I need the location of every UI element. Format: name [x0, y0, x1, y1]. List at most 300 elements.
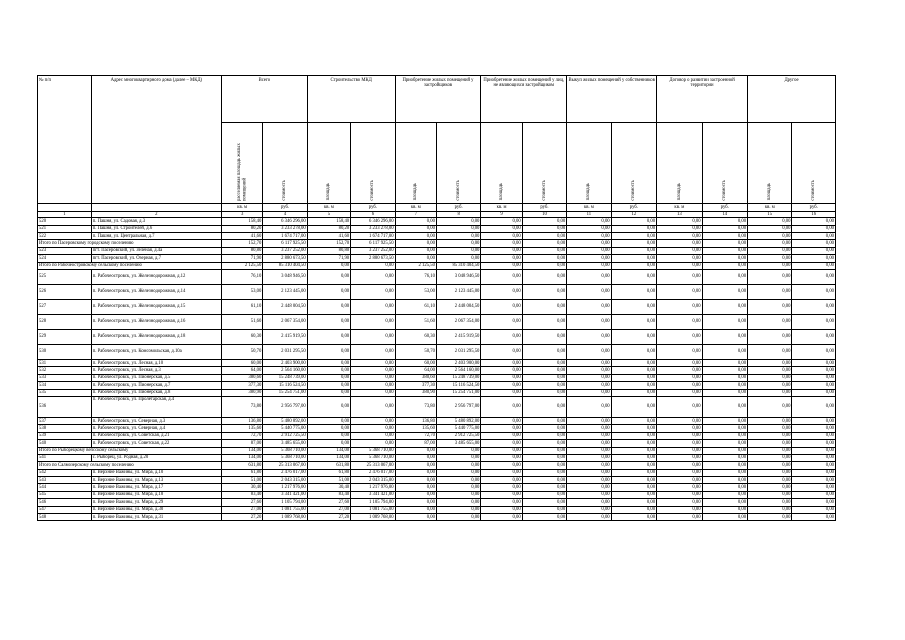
cell-value: 0,00 [748, 367, 792, 374]
table-row [38, 506, 836, 513]
cell-value: 0,00 [702, 270, 747, 285]
cell-value: 0,00 [792, 469, 836, 476]
cell-value: 15 248 739,00 [263, 374, 307, 381]
header-subcolumn-label: площадь [586, 183, 592, 201]
row-address: пгт. Пасеровский, ул. Озерная, д.7 [91, 255, 221, 262]
cell-value: 0,00 [481, 360, 522, 367]
cell-value: 0,00 [748, 447, 792, 454]
cell-value: 0,00 [351, 262, 395, 269]
cell-value: 0,00 [481, 491, 522, 498]
cell-value: 0,00 [702, 240, 747, 247]
row-address: п. Рабочеостровск, ул. Пионерская, д.7 [91, 382, 221, 389]
cell-value: 0,00 [792, 270, 836, 285]
cell-value: 0,00 [657, 389, 702, 396]
cell-value: 0,00 [748, 285, 792, 300]
header-subcolumn-label: площадь [326, 183, 332, 201]
cell-value: 80,20 [221, 225, 262, 232]
cell-value: 5 480 892,00 [263, 417, 307, 424]
cell-value: 6 117 925,50 [263, 240, 307, 247]
cell-value: 0,00 [792, 417, 836, 424]
header-units-row [38, 204, 836, 212]
cell-value: 3 237 252,00 [263, 247, 307, 254]
cell-value: 0,00 [702, 218, 747, 225]
cell-value: 0,00 [792, 484, 836, 491]
row-address: п. Рабочеостровск, ул. Лесная, д.10 [91, 360, 221, 367]
cell-value: 0,00 [657, 367, 702, 374]
cell-value: 0,00 [611, 396, 656, 417]
cell-value: 380,90 [221, 389, 262, 396]
header-subcolumn [263, 123, 307, 204]
cell-value: 0,00 [395, 462, 436, 469]
cell-value: 0,00 [481, 499, 522, 506]
header-units-blank [38, 204, 92, 212]
cell-value: 0,00 [395, 454, 436, 461]
header-unit: кв. м [307, 204, 350, 212]
cell-value: 2 067 354,00 [263, 315, 307, 330]
cell-value: 0,00 [657, 477, 702, 484]
cell-value: 0,00 [395, 484, 436, 491]
cell-value: 0,00 [792, 233, 836, 240]
cell-value: 5 440 775,00 [263, 425, 307, 432]
cell-value: 0,00 [792, 506, 836, 513]
cell-value: 2 123 445,00 [263, 285, 307, 300]
cell-value: 0,00 [702, 255, 747, 262]
subtotal-label: Итого по Рыборецкому вепсскому сельскому [38, 447, 222, 454]
cell-value: 0,00 [792, 300, 836, 315]
cell-value: 0,00 [792, 330, 836, 345]
header-column-number: 2 [91, 212, 221, 218]
cell-value: 0,00 [792, 425, 836, 432]
cell-value: 0,00 [522, 374, 566, 381]
cell-value: 0,00 [748, 345, 792, 360]
cell-value: 80,20 [307, 225, 350, 232]
row-address: п. Верхние Важины, ул. Мира, д.17 [91, 484, 221, 491]
cell-value: 0,00 [702, 514, 747, 521]
cell-value: 51,60 [395, 315, 436, 330]
cell-value: 0,00 [657, 300, 702, 315]
header-unit: руб. [522, 204, 566, 212]
cell-value: 15 116 524,50 [263, 382, 307, 389]
subtotal-label: Итого по Рабочеостровскому сельскому поселению [38, 262, 222, 269]
cell-value: 0,00 [395, 225, 436, 232]
cell-value: 0,00 [351, 440, 395, 447]
row-address: п. Верхние Важины, ул. Мира, д.10 [91, 469, 221, 476]
cell-value: 0,00 [748, 389, 792, 396]
header-subcolumn-label: стоимость [370, 180, 376, 201]
cell-value: 51,00 [307, 477, 350, 484]
cell-value: 0,00 [351, 300, 395, 315]
cell-value: 0,00 [522, 233, 566, 240]
row-number: 537 [38, 417, 92, 424]
cell-value: 2 448 004,50 [263, 300, 307, 315]
cell-value: 0,00 [307, 382, 350, 389]
table-subtotal-row [38, 447, 836, 454]
row-address: п. Рабочеостровск, ул. Советская, д.21 [91, 432, 221, 439]
cell-value: 0,00 [307, 330, 350, 345]
cell-value: 0,00 [611, 255, 656, 262]
table-row [38, 484, 836, 491]
row-number: 548 [38, 514, 92, 521]
cell-value: 0,00 [395, 469, 436, 476]
table-row [38, 491, 836, 498]
header-group-non-developer-purchase: Приобретение жилых помещений у лиц, не являющихся застройщиком [481, 76, 567, 123]
cell-value: 5 440 775,00 [436, 425, 480, 432]
cell-value: 71,90 [307, 255, 350, 262]
header-unit: кв. м [567, 204, 611, 212]
header-subcolumn-label: стоимость [811, 180, 817, 201]
cell-value: 0,00 [657, 440, 702, 447]
header-unit: кв. м [221, 204, 262, 212]
cell-value: 377,30 [221, 382, 262, 389]
cell-value: 0,00 [611, 447, 656, 454]
header-unit: руб. [263, 204, 307, 212]
cell-value: 0,00 [702, 425, 747, 432]
header-column-number: 16 [792, 212, 836, 218]
cell-value: 0,00 [748, 247, 792, 254]
cell-value: 0,00 [481, 447, 522, 454]
cell-value: 0,00 [481, 255, 522, 262]
cell-value: 0,00 [657, 499, 702, 506]
cell-value: 0,00 [481, 484, 522, 491]
table-row [38, 345, 836, 360]
cell-value: 0,00 [481, 285, 522, 300]
cell-value: 0,00 [748, 491, 792, 498]
cell-value: 0,00 [522, 330, 566, 345]
cell-value: 158,40 [307, 218, 350, 225]
resettlement-table [37, 75, 836, 521]
cell-value: 3 237 252,00 [351, 247, 395, 254]
cell-value: 0,00 [657, 396, 702, 417]
table-row [38, 285, 836, 300]
cell-value: 0,00 [792, 491, 836, 498]
cell-value: 2 476 017,00 [263, 469, 307, 476]
cell-value: 0,00 [522, 491, 566, 498]
cell-value: 2 067 354,00 [436, 315, 480, 330]
cell-value: 6 346 296,00 [263, 218, 307, 225]
cell-value: 0,00 [702, 367, 747, 374]
cell-value: 0,00 [792, 262, 836, 269]
row-address: п. Верхние Важины, ул. Мира, д.30 [91, 506, 221, 513]
header-subcolumn-label: стоимость [631, 180, 637, 201]
cell-value: 5 368 710,00 [263, 454, 307, 461]
header-subcolumn-label: площадь [767, 183, 773, 201]
cell-value: 0,00 [567, 432, 611, 439]
row-number: 539 [38, 432, 92, 439]
header-subcolumn [395, 123, 436, 204]
header-column-number: 4 [263, 212, 307, 218]
cell-value: 73,80 [395, 396, 436, 417]
table-row [38, 218, 836, 225]
cell-value: 0,00 [351, 285, 395, 300]
row-number: 536 [38, 396, 92, 417]
cell-value: 0,00 [395, 514, 436, 521]
table-header [38, 76, 836, 218]
row-address: п. Пашня, ул. Садовая, д.3 [91, 218, 221, 225]
row-number: 532 [38, 367, 92, 374]
cell-value: 0,00 [702, 389, 747, 396]
row-address: п. Рабочеостровск, ул. Пролетарская, д.4 [91, 396, 221, 417]
header-subcolumn-label: стоимость [282, 180, 288, 201]
cell-value: 0,00 [702, 345, 747, 360]
cell-value: 0,00 [436, 247, 480, 254]
subtotal-label: Итого по Пасеровскому городскому поселению [38, 240, 222, 247]
table-row [38, 233, 836, 240]
cell-value: 0,00 [792, 454, 836, 461]
cell-value: 0,00 [567, 225, 611, 232]
cell-value: 0,00 [522, 345, 566, 360]
cell-value: 2 403 900,00 [263, 360, 307, 367]
table-row [38, 469, 836, 476]
cell-value: 3 048 946,50 [436, 270, 480, 285]
cell-value: 0,00 [395, 447, 436, 454]
cell-value: 0,00 [748, 255, 792, 262]
cell-value: 0,00 [307, 345, 350, 360]
cell-value: 2 880 673,50 [351, 255, 395, 262]
cell-value: 0,00 [657, 506, 702, 513]
cell-value: 60,30 [221, 330, 262, 345]
cell-value: 0,00 [611, 300, 656, 315]
cell-value: 0,00 [481, 462, 522, 469]
cell-value: 0,00 [567, 247, 611, 254]
cell-value: 0,00 [748, 469, 792, 476]
cell-value: 0,00 [657, 514, 702, 521]
table-subtotal-row [38, 240, 836, 247]
cell-value: 2 125,50 [221, 262, 262, 269]
cell-value: 0,00 [522, 447, 566, 454]
cell-value: 0,00 [567, 330, 611, 345]
cell-value: 0,00 [611, 389, 656, 396]
cell-value: 5 368 710,00 [351, 454, 395, 461]
cell-value: 0,00 [351, 425, 395, 432]
header-subcolumn [436, 123, 480, 204]
cell-value: 3 485 655,00 [263, 440, 307, 447]
cell-value: 631,80 [221, 462, 262, 469]
cell-value: 0,00 [657, 315, 702, 330]
cell-value: 0,00 [351, 396, 395, 417]
cell-value: 0,00 [657, 240, 702, 247]
header-column-number: 8 [436, 212, 480, 218]
table-row [38, 432, 836, 439]
cell-value: 0,00 [702, 506, 747, 513]
cell-value: 64,00 [395, 367, 436, 374]
cell-value: 0,00 [567, 454, 611, 461]
cell-value: 0,00 [611, 247, 656, 254]
header-column-number: 14 [702, 212, 747, 218]
row-address: п. Рабочеостровск, ул. Северная, д.3 [91, 417, 221, 424]
cell-value: 0,00 [702, 469, 747, 476]
cell-value: 0,00 [702, 454, 747, 461]
cell-value: 0,00 [702, 477, 747, 484]
cell-value: 83,40 [307, 491, 350, 498]
row-address: п. Рабочеостровск, ул. Советская, д.22 [91, 440, 221, 447]
header-subcolumn [351, 123, 395, 204]
header-subcolumn [611, 123, 656, 204]
cell-value: 2 031 295,50 [263, 345, 307, 360]
cell-value: 5 368 710,00 [263, 447, 307, 454]
cell-value: 0,00 [748, 330, 792, 345]
cell-value: 0,00 [307, 374, 350, 381]
cell-value: 0,00 [395, 233, 436, 240]
cell-value: 0,00 [481, 389, 522, 396]
table-row [38, 514, 836, 521]
cell-value: 0,00 [395, 240, 436, 247]
cell-value: 0,00 [657, 425, 702, 432]
cell-value: 0,00 [567, 240, 611, 247]
cell-value: 0,00 [792, 382, 836, 389]
cell-value: 3 341 421,00 [351, 491, 395, 498]
cell-value: 15 116 524,50 [436, 382, 480, 389]
cell-value: 0,00 [522, 315, 566, 330]
cell-value: 0,00 [351, 432, 395, 439]
cell-value: 0,00 [657, 432, 702, 439]
cell-value: 0,00 [792, 367, 836, 374]
cell-value: 0,00 [567, 484, 611, 491]
cell-value: 0,00 [702, 396, 747, 417]
cell-value: 0,00 [657, 447, 702, 454]
cell-value: 0,00 [657, 218, 702, 225]
header-subcolumn [657, 123, 702, 204]
cell-value: 0,00 [307, 270, 350, 285]
cell-value: 0,00 [748, 499, 792, 506]
cell-value: 0,00 [481, 374, 522, 381]
cell-value: 0,00 [481, 315, 522, 330]
cell-value: 0,00 [351, 345, 395, 360]
header-subcolumn [522, 123, 566, 204]
cell-value: 1 081 755,00 [263, 506, 307, 513]
cell-value: 0,00 [748, 454, 792, 461]
table-row [38, 454, 836, 461]
cell-value: 0,00 [307, 367, 350, 374]
header-column-number: 15 [748, 212, 792, 218]
cell-value: 83,40 [221, 491, 262, 498]
row-number: 531 [38, 360, 92, 367]
cell-value: 0,00 [351, 382, 395, 389]
cell-value: 0,00 [611, 367, 656, 374]
cell-value: 0,00 [522, 396, 566, 417]
cell-value: 0,00 [702, 360, 747, 367]
table-row [38, 382, 836, 389]
header-units-blank [91, 204, 221, 212]
cell-value: 0,00 [611, 233, 656, 240]
header-unit: руб. [702, 204, 747, 212]
cell-value: 380,90 [395, 389, 436, 396]
cell-value: 134,00 [221, 447, 262, 454]
cell-value: 0,00 [748, 417, 792, 424]
header-column-number: 1 [38, 212, 92, 218]
cell-value: 0,00 [567, 506, 611, 513]
row-number: 530 [38, 345, 92, 360]
cell-value: 0,00 [481, 477, 522, 484]
header-column-number: 10 [522, 212, 566, 218]
row-address: п. Рабочеостровск, ул. Железнодорожная, д.18 [91, 330, 221, 345]
table-row [38, 270, 836, 285]
cell-value: 0,00 [611, 506, 656, 513]
table-row [38, 417, 836, 424]
cell-value: 0,00 [792, 462, 836, 469]
cell-value: 2 125,50 [395, 262, 436, 269]
cell-value: 0,00 [702, 462, 747, 469]
header-unit: кв. м [748, 204, 792, 212]
cell-value: 61,10 [395, 300, 436, 315]
cell-value: 30,40 [221, 484, 262, 491]
table-row [38, 477, 836, 484]
table-row [38, 225, 836, 232]
cell-value: 0,00 [522, 218, 566, 225]
cell-value: 0,00 [522, 499, 566, 506]
cell-value: 0,00 [307, 300, 350, 315]
row-address: п. Рабочеостровск, ул. Комсомольская, д.10а [91, 345, 221, 360]
cell-value: 0,00 [657, 345, 702, 360]
cell-value: 0,00 [657, 382, 702, 389]
cell-value: 0,00 [611, 225, 656, 232]
cell-value: 0,00 [567, 300, 611, 315]
cell-value: 85 310 404,50 [436, 262, 480, 269]
cell-value: 0,00 [792, 396, 836, 417]
cell-value: 0,00 [567, 396, 611, 417]
cell-value: 0,00 [522, 514, 566, 521]
cell-value: 0,00 [611, 262, 656, 269]
cell-value: 0,00 [792, 225, 836, 232]
row-address: п. Пашня, ул. Центральная, д.7 [91, 233, 221, 240]
table-row [38, 374, 836, 381]
table-body [38, 218, 836, 521]
cell-value: 0,00 [307, 425, 350, 432]
cell-value: 0,00 [436, 514, 480, 521]
cell-value: 136,80 [221, 417, 262, 424]
cell-value: 0,00 [567, 233, 611, 240]
cell-value: 30,40 [307, 484, 350, 491]
cell-value: 0,00 [702, 330, 747, 345]
cell-value: 0,00 [307, 440, 350, 447]
cell-value: 0,00 [481, 367, 522, 374]
cell-value: 0,00 [395, 499, 436, 506]
cell-value: 0,00 [522, 270, 566, 285]
cell-value: 152,70 [307, 240, 350, 247]
cell-value: 0,00 [481, 233, 522, 240]
row-address: п. Рабочеостровск, ул. Железнодорожная, д.12 [91, 270, 221, 285]
cell-value: 152,70 [221, 240, 262, 247]
cell-value: 27,00 [307, 506, 350, 513]
cell-value: 0,00 [792, 345, 836, 360]
cell-value: 0,00 [611, 469, 656, 476]
cell-value: 0,00 [702, 247, 747, 254]
cell-value: 1 089 768,00 [263, 514, 307, 521]
cell-value: 0,00 [522, 382, 566, 389]
cell-value: 0,00 [522, 484, 566, 491]
cell-value: 380,60 [221, 374, 262, 381]
cell-value: 0,00 [792, 514, 836, 521]
cell-value: 2 564 160,00 [263, 367, 307, 374]
cell-value: 0,00 [748, 225, 792, 232]
header-group-development-contract: Договор о развитии застроенной территории [657, 76, 748, 123]
cell-value: 0,00 [351, 360, 395, 367]
header-subcolumn-label: стоимость [456, 180, 462, 201]
cell-value: 3 233 278,00 [263, 225, 307, 232]
cell-value: 134,00 [307, 447, 350, 454]
cell-value: 0,00 [567, 270, 611, 285]
cell-value: 0,00 [702, 225, 747, 232]
cell-value: 0,00 [307, 396, 350, 417]
header-unit: руб. [436, 204, 480, 212]
cell-value: 0,00 [748, 315, 792, 330]
cell-value: 0,00 [611, 218, 656, 225]
cell-value: 3 233 278,00 [351, 225, 395, 232]
row-address: п. Рабочеостровск, ул. Лесная, д.3 [91, 367, 221, 374]
row-address: п. Рабочеостровск, ул. Железнодорожная, д.14 [91, 285, 221, 300]
cell-value: 0,00 [307, 262, 350, 269]
row-address: п. Рабочеостровск, ул. Северная, д.4 [91, 425, 221, 432]
cell-value: 0,00 [792, 477, 836, 484]
